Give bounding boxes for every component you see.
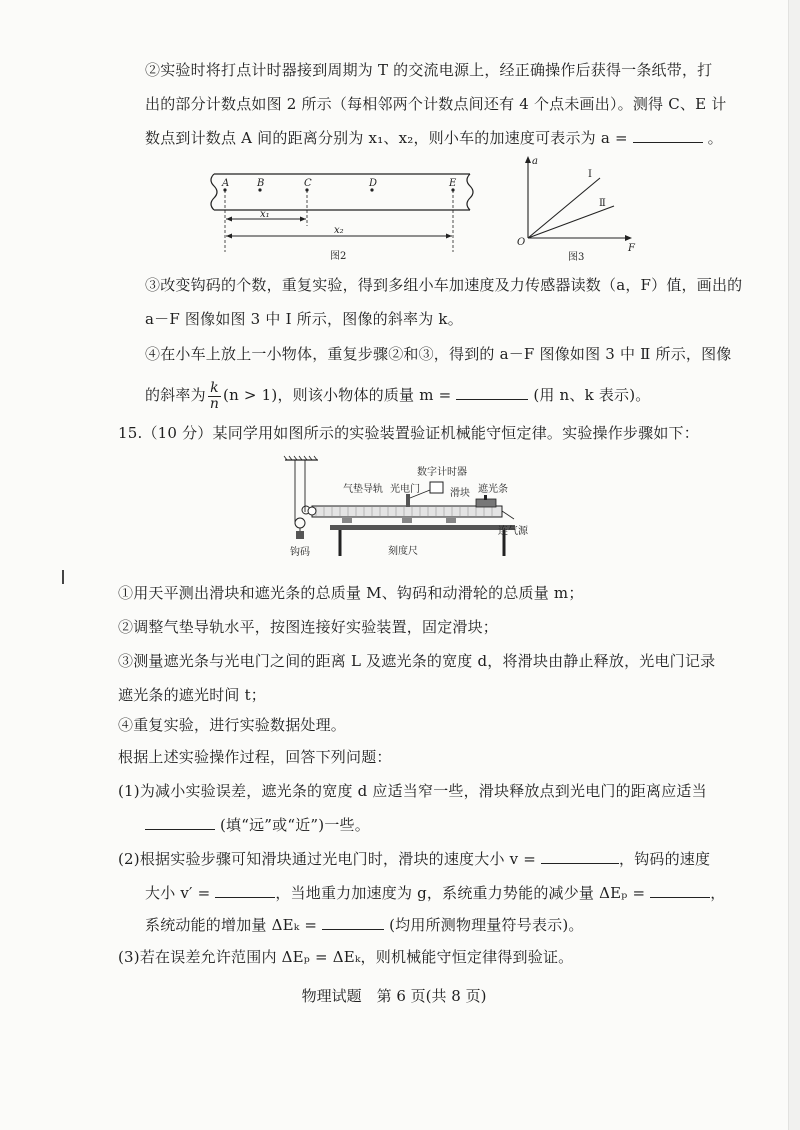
answer-blank-slider-velocity[interactable]	[541, 849, 619, 864]
figure-3-caption: 图3	[568, 252, 585, 263]
lab-table	[330, 525, 515, 530]
q15-part2-hint: (均用所测物理量符号表示)。	[389, 916, 584, 934]
answer-blank-distance[interactable]	[145, 815, 215, 830]
digital-timer	[430, 482, 443, 493]
q15-part2-vprime-text: 大小 v′ =	[145, 884, 211, 902]
q15-step1: ①用天平测出滑块和遮光条的总质量 M、钩码和动滑轮的总质量 m；	[118, 584, 584, 602]
figure-2-tape	[200, 160, 480, 264]
label-air-track: 气垫导轨	[343, 484, 383, 495]
scan-mark	[62, 570, 64, 584]
page-footer: 物理试题 第 6 页(共 8 页)	[301, 987, 487, 1005]
q14-step2-line3	[145, 127, 723, 149]
tape-x2-label: x₂	[334, 225, 344, 236]
tape-x1-label: x₁	[260, 209, 270, 220]
graph-axis-a-label: a	[532, 156, 538, 167]
q14-step4-text: 的斜率为	[145, 386, 206, 404]
q14-step2-text: 数点到计数点 A 间的距离分别为 x₁、x₂，则小车的加速度可表示为 a =	[145, 129, 628, 147]
q15-part2-potential-text: ，当地重力加速度为 g，系统重力势能的减少量 ΔEₚ =	[275, 884, 646, 902]
q15-part2-line2	[145, 882, 725, 904]
label-air-source: 连气源	[498, 526, 528, 537]
answer-blank-acceleration[interactable]	[633, 128, 703, 143]
q14-step3-line1: ③改变钩码的个数，重复实验，得到多组小车加速度及力传感器读数（a，F）值，画出的	[145, 276, 743, 294]
label-shading-strip: 遮光条	[478, 484, 508, 495]
answer-blank-kinetic-energy[interactable]	[322, 915, 384, 930]
tape-label-B: B	[257, 178, 265, 189]
q15-step3-line1: ③测量遮光条与光电门之间的距离 L 及遮光条的宽度 d，将滑块由静止释放，光电门记录	[118, 652, 716, 670]
answer-blank-potential-energy[interactable]	[650, 883, 710, 898]
fraction-numerator: k	[208, 381, 221, 397]
q14-step3-line2: a－F 图像如图 3 中 Ⅰ 所示，图像的斜率为 k。	[145, 310, 463, 328]
q15-part1-hint: (填“远”或“近”)一些。	[219, 816, 370, 834]
graph-line-II	[528, 206, 614, 238]
graph-axis-F-label: F	[628, 243, 635, 254]
slope-fraction	[208, 381, 221, 412]
label-hook-weight: 钩码	[290, 547, 310, 558]
label-slider: 滑块	[450, 488, 470, 499]
figure-2-caption: 图2	[330, 251, 347, 262]
q15-part2-weight-velocity-text: ，钩码的速度	[619, 850, 711, 868]
graph-origin-label: O	[517, 237, 526, 248]
tape-label-C: C	[304, 178, 312, 189]
q15-part2-kinetic-text: 系统动能的增加量 ΔEₖ =	[145, 916, 318, 934]
graph-line-II-label: Ⅱ	[599, 198, 606, 209]
label-ruler: 刻度尺	[388, 546, 418, 557]
figure-3-graph	[510, 152, 640, 264]
q15-part2-text: (2)根据实验步骤可知滑块通过光电门时，滑块的速度大小 v =	[118, 850, 537, 868]
q15-part2-comma: ，	[710, 884, 726, 902]
graph-line-I	[528, 178, 600, 238]
q15-part1-line1: (1)为减小实验误差，遮光条的宽度 d 应适当窄一些，滑块释放点到光电门的距离应适当	[118, 782, 707, 800]
tape-label-A: A	[222, 178, 230, 189]
air-track	[312, 506, 502, 517]
tape-label-D: D	[369, 178, 378, 189]
answer-blank-weight-velocity[interactable]	[215, 883, 275, 898]
apparatus-figure	[280, 452, 540, 566]
q15-step4: ④重复实验，进行实验数据处理。	[118, 716, 347, 734]
q15-part2-line3	[145, 914, 584, 936]
q15-step3-line2: 遮光条的遮光时间 t；	[118, 686, 266, 704]
q14-step2-end: 。	[707, 129, 723, 147]
label-photogate: 光电门	[390, 484, 420, 495]
q15-part1-line2	[145, 814, 370, 836]
label-digital-timer: 数字计时器	[417, 467, 467, 478]
q15-step2: ②调整气垫导轨水平，按图连接好实验装置，固定滑块；	[118, 618, 499, 636]
q15-part2-line1	[118, 848, 710, 870]
slider-block	[476, 499, 496, 507]
answer-blank-mass[interactable]	[456, 385, 528, 400]
q14-step2-line1: ②实验时将打点计时器接到周期为 T 的交流电源上，经正确操作后获得一条纸带，打	[145, 61, 713, 79]
q14-step4-line2	[145, 378, 651, 412]
page-edge	[788, 0, 800, 1130]
q14-step2-line2: 出的部分计数点如图 2 所示（每相邻两个计数点间还有 4 个点未画出）。测得 C、E 计	[145, 95, 727, 113]
fraction-denominator: n	[209, 395, 220, 412]
tape-label-E: E	[449, 178, 457, 189]
q15-intro: 根据上述实验操作过程，回答下列问题：	[118, 748, 392, 766]
q14-step4-end: (用 n、k 表示)。	[533, 386, 651, 404]
graph-line-I-label: Ⅰ	[588, 169, 592, 180]
q15-header: 15.（10 分）某同学用如图所示的实验装置验证机械能守恒定律。实验操作步骤如下：	[118, 424, 699, 442]
q15-part3: (3)若在误差允许范围内 ΔEₚ = ΔEₖ，则机械能守恒定律得到验证。	[118, 948, 574, 966]
q14-step4-line1: ④在小车上放上一小物体，重复步骤②和③，得到的 a－F 图像如图 3 中 Ⅱ 所示，图像	[145, 345, 732, 363]
q14-step4-condition: (n > 1)，则该小物体的质量 m =	[223, 386, 452, 404]
hook-weight	[296, 531, 304, 539]
